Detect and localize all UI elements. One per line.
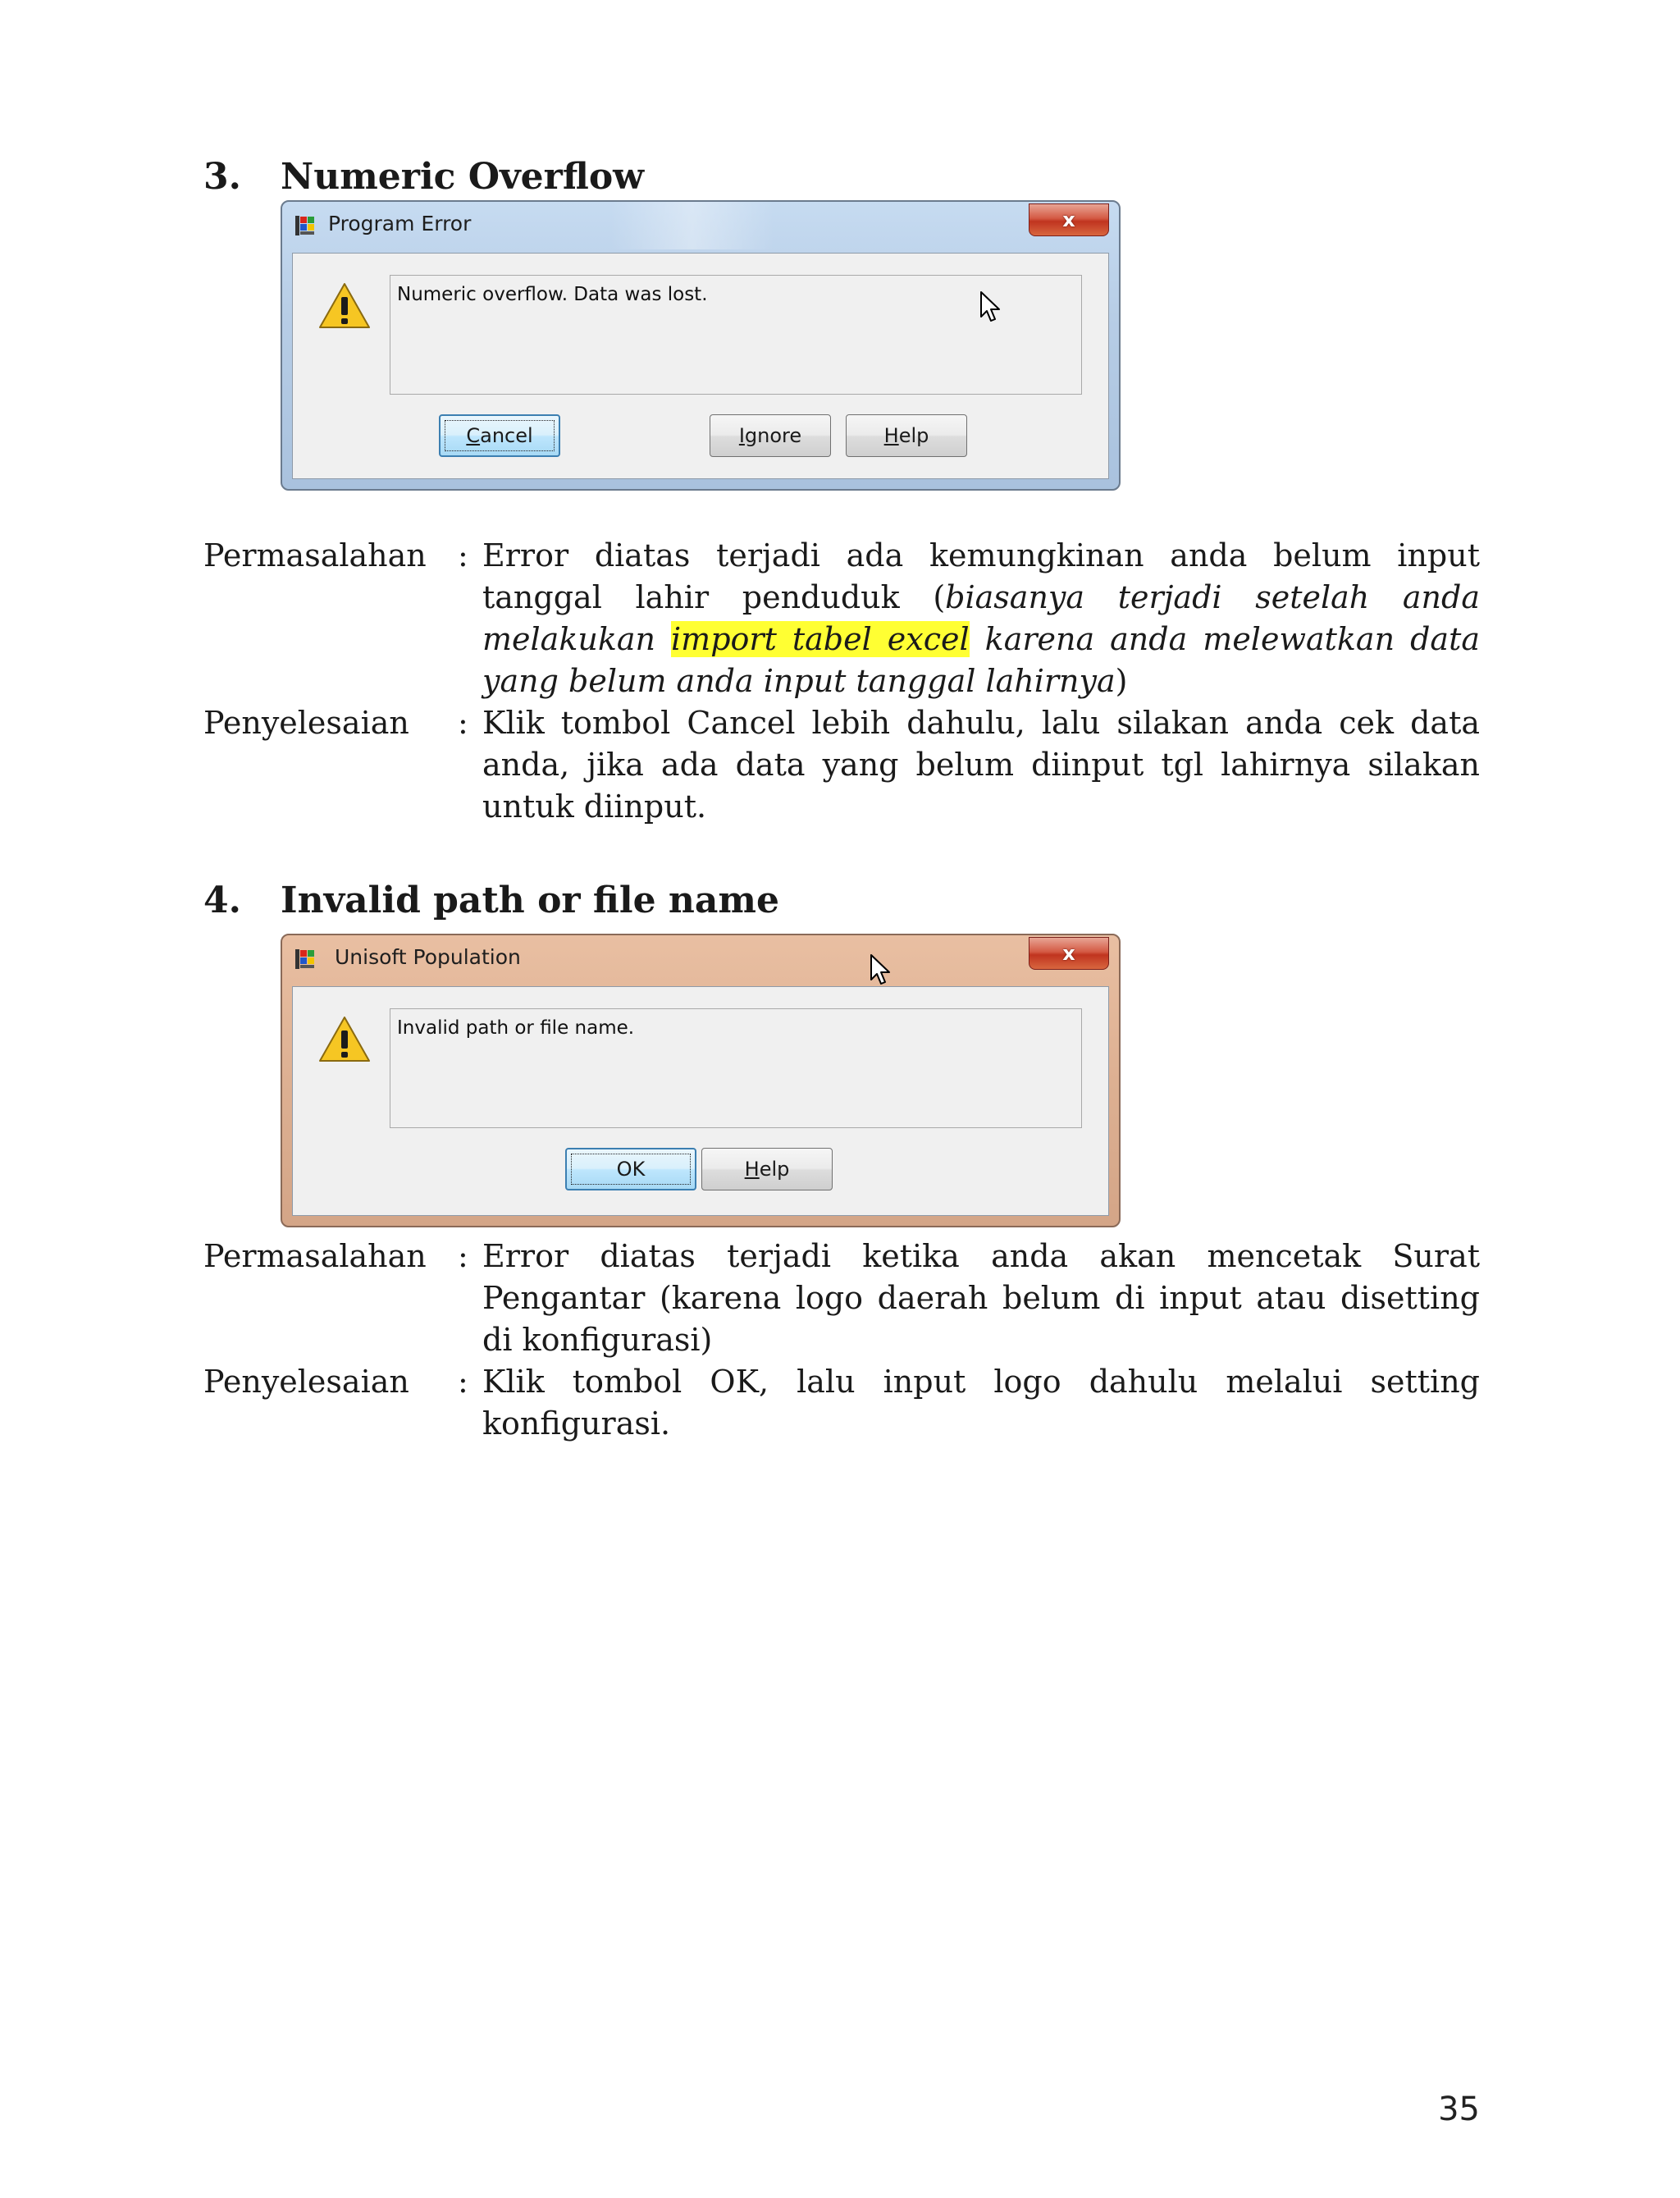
section-3-explanation [203,535,1480,828]
solution-description: Klik tombol OK, lalu input logo dahulu melalui setting konfigurasi. [482,1364,1480,1442]
solution-label: Penyelesaian [203,1364,409,1400]
close-icon: x [1062,942,1075,965]
separator: : [458,705,468,741]
section-number: 4. [203,880,241,921]
separator: : [458,1238,468,1274]
cancel-button[interactable] [439,414,560,457]
help-label: elp [759,1158,790,1181]
problem-row [203,535,1480,702]
help-button[interactable] [701,1148,833,1190]
help-button[interactable] [846,414,967,457]
cancel-accelerator: C [466,424,481,447]
ignore-accelerator: I [738,424,745,447]
solution-row [203,1361,1480,1445]
mouse-cursor-icon [979,290,1002,323]
section-title: Invalid path or file name [281,880,779,921]
ignore-label: gnore [744,424,802,447]
page-number: 35 [1438,2091,1480,2128]
error-message: Numeric overflow. Data was lost. [397,284,708,305]
message-box [390,275,1082,395]
dialog-client-area [292,253,1109,479]
ok-button[interactable] [565,1148,696,1190]
problem-row [203,1236,1480,1361]
ok-label: OK [616,1158,646,1181]
separator: : [458,1364,468,1400]
cancel-label: ancel [480,424,533,447]
highlighted-text: import tabel excel [671,621,970,657]
ignore-button[interactable] [710,414,831,457]
dialog-titlebar[interactable] [282,202,1119,249]
close-icon: x [1062,208,1075,231]
problem-text: ) [1115,663,1128,699]
problem-label: Permasalahan [203,537,427,573]
help-accelerator: H [883,424,899,447]
warning-icon [317,1015,372,1064]
close-button[interactable] [1029,937,1109,970]
dialog-titlebar[interactable] [282,935,1119,983]
problem-description [482,535,1480,702]
dialog-title: Program Error [328,212,472,235]
dialog-title: Unisoft Population [335,945,521,969]
help-accelerator: H [744,1158,760,1181]
message-box [390,1008,1082,1128]
separator: : [458,537,468,573]
help-label: elp [898,424,929,447]
section-3-heading [203,154,644,200]
app-flag-icon [294,213,318,238]
solution-label: Penyelesaian [203,705,409,741]
section-4-heading [203,878,779,924]
dialog-client-area [292,986,1109,1216]
problem-italic: karena anda melewatkan data yang belum anda input tanggal lahirnya [482,621,1480,699]
section-title: Numeric Overflow [281,156,645,198]
solution-description: Klik tombol Cancel lebih dahulu, lalu silakan anda cek data anda, jika ada data yang belum diinput tgl lahirnya silakan untuk diinput. [482,705,1480,825]
section-number: 3. [203,156,241,198]
problem-italic: biasanya terjadi setelah anda melakukan [482,579,1481,657]
close-button[interactable] [1029,203,1109,236]
warning-icon [317,281,372,331]
problem-text: Error diatas terjadi ada kemungkinan anda belum input tanggal lahir penduduk ( [482,537,1480,615]
mouse-cursor-icon [870,953,892,986]
section-4-explanation [203,1236,1480,1445]
unisoft-population-dialog [281,934,1121,1227]
problem-label: Permasalahan [203,1238,427,1274]
program-error-dialog [281,200,1121,491]
problem-description: Error diatas terjadi ketika anda akan mencetak Surat Pengantar (karena logo daerah belum di input atau disetting di konfigurasi) [482,1238,1480,1358]
app-flag-icon [294,947,318,971]
error-message: Invalid path or file name. [397,1017,635,1039]
solution-row [203,702,1480,828]
